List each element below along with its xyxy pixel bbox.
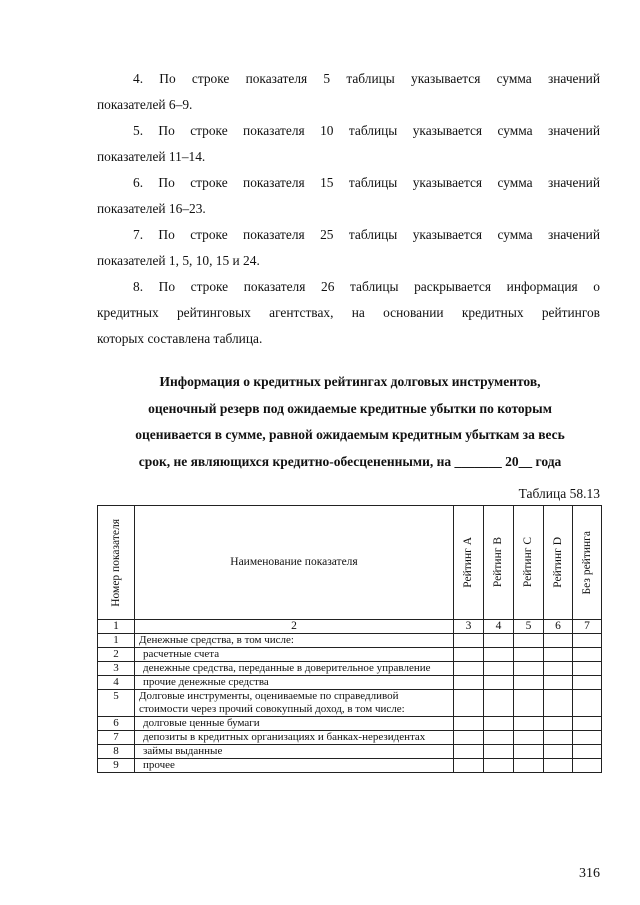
paragraph-line: 6. По строке показателя 15 таблицы указывается сумма значений — [133, 175, 600, 190]
table-row — [98, 676, 602, 690]
table-row — [98, 634, 602, 648]
row-number: 5 — [98, 690, 135, 717]
header-rating-d — [544, 506, 573, 620]
table-row — [98, 717, 602, 731]
row-name: Долговые инструменты, оцениваемые по справедливой стоимости через прочий совокупный доход, в том числе: — [135, 690, 454, 717]
column-index: 7 — [573, 620, 602, 634]
column-index: 3 — [454, 620, 484, 634]
row-name: депозиты в кредитных организациях и банках-нерезидентах — [135, 731, 454, 745]
row-name: прочее — [135, 759, 454, 773]
title-line: Информация о кредитных рейтингах долговых инструментов, — [159, 374, 541, 389]
rating-cell — [484, 690, 514, 717]
header-no-rating-label: Без рейтинга — [580, 530, 593, 595]
rating-cell — [454, 690, 484, 717]
column-index: 5 — [514, 620, 544, 634]
rating-cell — [514, 676, 544, 690]
paragraph-line: показателей 16–23. — [97, 201, 206, 216]
rating-cell — [573, 745, 602, 759]
rating-cell — [484, 717, 514, 731]
rating-cell — [544, 676, 573, 690]
title-line: срок, не являющихся кредитно-обесцененными, на _______ 20__ года — [138, 453, 562, 469]
rating-cell — [573, 690, 602, 717]
page-number: 316 — [579, 866, 600, 881]
rating-cell — [484, 731, 514, 745]
rating-cell — [454, 662, 484, 676]
credit-ratings-table — [97, 505, 602, 773]
header-rating-d-label: Рейтинг D — [551, 537, 564, 588]
row-number: 7 — [98, 731, 135, 745]
rating-cell — [514, 690, 544, 717]
rating-cell — [484, 745, 514, 759]
rating-cell — [544, 662, 573, 676]
rating-cell — [544, 759, 573, 773]
rating-cell — [484, 662, 514, 676]
header-number-label: Номер показателя — [109, 518, 122, 607]
rating-cell — [514, 731, 544, 745]
row-number: 8 — [98, 745, 135, 759]
rating-cell — [544, 648, 573, 662]
row-name: Денежные средства, в том числе: — [135, 634, 454, 648]
rating-cell — [454, 731, 484, 745]
rating-cell — [573, 759, 602, 773]
rating-cell — [454, 717, 484, 731]
header-name-label: Наименование показателя — [230, 556, 358, 568]
rating-cell — [454, 676, 484, 690]
rating-cell — [544, 690, 573, 717]
row-number: 4 — [98, 676, 135, 690]
header-rating-b-label: Рейтинг В — [492, 537, 504, 588]
row-name: займы выданные — [135, 745, 454, 759]
row-number: 6 — [98, 717, 135, 731]
rating-cell — [573, 662, 602, 676]
rating-cell — [573, 717, 602, 731]
table-row — [98, 745, 602, 759]
table-row — [98, 648, 602, 662]
paragraph-line: кредитных рейтинговых агентствах, на основании кредитных рейтингов — [97, 305, 600, 320]
row-name: расчетные счета — [135, 648, 454, 662]
rating-cell — [454, 648, 484, 662]
paragraph-7 — [97, 222, 600, 274]
rating-cell — [514, 662, 544, 676]
paragraph-line: 8. По строке показателя 26 таблицы раскрывается информация о — [133, 279, 600, 294]
paragraph-line: 5. По строке показателя 10 таблицы указывается сумма значений — [133, 123, 600, 138]
paragraph-line: 7. По строке показателя 25 таблицы указывается сумма значений — [133, 227, 600, 242]
header-rating-a-label: Рейтинг А — [462, 537, 474, 588]
rating-cell — [573, 676, 602, 690]
header-no-rating — [573, 506, 602, 620]
paragraph-line: 4. По строке показателя 5 таблицы указывается сумма значений — [133, 71, 600, 86]
rating-cell — [514, 634, 544, 648]
title-line: оценочный резерв под ожидаемые кредитные убытки по которым — [148, 400, 552, 416]
row-number: 9 — [98, 759, 135, 773]
rating-cell — [514, 648, 544, 662]
column-index-row — [98, 620, 602, 634]
rating-cell — [484, 648, 514, 662]
row-number: 2 — [98, 648, 135, 662]
column-index: 1 — [98, 620, 135, 634]
row-number: 3 — [98, 662, 135, 676]
paragraph-6 — [97, 170, 600, 222]
rating-cell — [484, 759, 514, 773]
column-index: 2 — [135, 620, 454, 634]
table-row — [98, 759, 602, 773]
paragraph-line: показателей 6–9. — [97, 97, 193, 112]
row-name: долговые ценные бумаги — [135, 717, 454, 731]
paragraph-8 — [97, 274, 600, 352]
header-rating-c — [514, 506, 544, 620]
table-row — [98, 731, 602, 745]
table-header-row — [98, 506, 602, 620]
column-index: 6 — [544, 620, 573, 634]
header-number — [98, 506, 135, 620]
paragraph-4 — [97, 66, 600, 118]
rating-cell — [544, 634, 573, 648]
rating-cell — [573, 634, 602, 648]
table-row — [98, 690, 602, 717]
rating-cell — [573, 648, 602, 662]
rating-cell — [514, 717, 544, 731]
paragraph-5 — [97, 118, 600, 170]
section-title — [100, 369, 600, 475]
rating-cell — [544, 717, 573, 731]
rating-cell — [484, 676, 514, 690]
header-rating-c-label: Рейтинг С — [522, 537, 534, 588]
row-name: денежные средства, переданные в доверительное управление — [135, 662, 454, 676]
title-line: оценивается в сумме, равной ожидаемым кредитным убыткам за весь — [135, 427, 565, 442]
table-caption: Таблица 58.13 — [518, 486, 600, 501]
rating-cell — [544, 745, 573, 759]
paragraph-line: которых составлена таблица. — [97, 331, 263, 346]
row-number: 1 — [98, 634, 135, 648]
rating-cell — [514, 759, 544, 773]
table-row — [98, 662, 602, 676]
column-index: 4 — [484, 620, 514, 634]
rating-cell — [454, 759, 484, 773]
paragraph-line: показателей 1, 5, 10, 15 и 24. — [97, 253, 260, 268]
rating-cell — [454, 634, 484, 648]
rating-cell — [454, 745, 484, 759]
row-name: прочие денежные средства — [135, 676, 454, 690]
paragraph-line: показателей 11–14. — [97, 149, 206, 164]
header-name — [135, 506, 454, 620]
rating-cell — [514, 745, 544, 759]
rating-cell — [484, 634, 514, 648]
header-rating-a — [454, 506, 484, 620]
rating-cell — [544, 731, 573, 745]
header-rating-b — [484, 506, 514, 620]
rating-cell — [573, 731, 602, 745]
